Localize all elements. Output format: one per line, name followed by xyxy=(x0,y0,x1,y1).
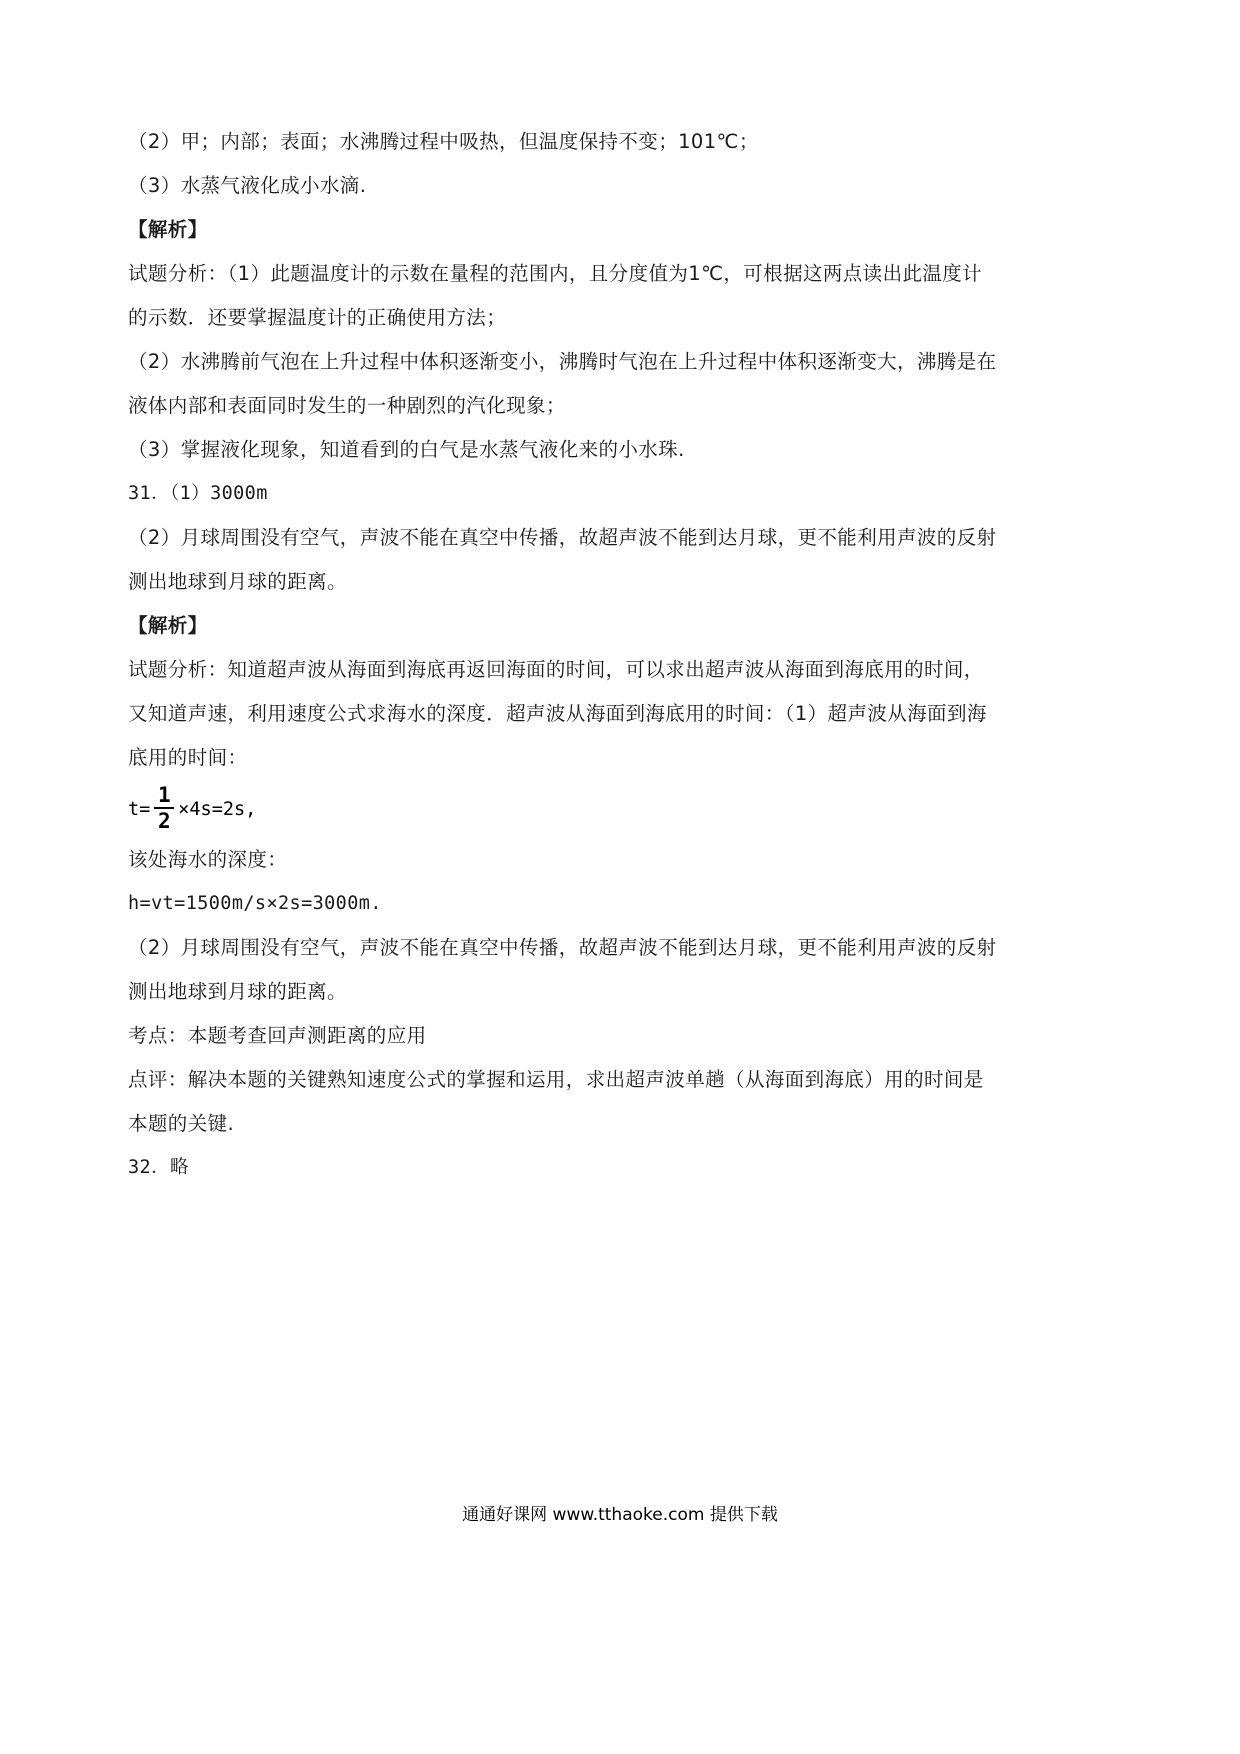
analysis-text-1: 试题分析：（1）此题温度计的示数在量程的范围内，且分度值为1℃，可根据这两点读出此温度计 xyxy=(128,262,983,285)
question-31-answer-2a: （2）月球周围没有空气，声波不能在真空中传播，故超声波不能到达月球，更不能利用声波的反射 xyxy=(128,526,997,549)
page-footer xyxy=(0,1500,1240,1525)
formula-suffix: ×4s=2s, xyxy=(178,799,257,820)
formula-depth: h=vt=1500m/s×2s=3000m. xyxy=(128,893,382,914)
analysis-text-5: （3）掌握液化现象，知道看到的白气是水蒸气液化来的小水珠. xyxy=(128,438,685,461)
formula-time xyxy=(128,783,1112,834)
formula-prefix: t= xyxy=(128,799,151,820)
analysis-31-text-1: 试题分析：知道超声波从海面到海底再返回海面的时间，可以求出超声波从海面到海底用的时间， xyxy=(128,658,984,681)
answer-line-3: （3）水蒸气液化成小水滴. xyxy=(128,174,367,197)
question-31-answer-1: 31．（1）3000m xyxy=(128,483,268,504)
fraction-numerator: 1 xyxy=(157,783,171,807)
analysis-heading-1: 【解析】 xyxy=(128,218,208,241)
answer-line-2: （2）甲；内部；表面；水沸腾过程中吸热，但温度保持不变；101℃； xyxy=(128,130,759,153)
document-body xyxy=(128,120,1112,1190)
analysis-31-text-3: 底用的时间： xyxy=(128,746,248,769)
comment-text-1: 点评：解决本题的关键熟知速度公式的掌握和运用，求出超声波单趟（从海面到海底）用的时间是 xyxy=(128,1068,984,1091)
question-31-answer-2b: 测出地球到月球的距离。 xyxy=(128,570,347,593)
footer-text: 通通好课网 www.tthaoke.com 提供下载 xyxy=(462,1505,778,1525)
fraction-denominator: 2 xyxy=(157,809,171,833)
analysis-text-2: 的示数．还要掌握温度计的正确使用方法； xyxy=(128,306,507,329)
analysis-31-text-2: 又知道声速，利用速度公式求海水的深度．超声波从海面到海底用的时间：（1）超声波从海面到海 xyxy=(128,702,987,725)
analysis-text-3: （2）水沸腾前气泡在上升过程中体积逐渐变小，沸腾时气泡在上升过程中体积逐渐变大，沸腾是在 xyxy=(128,350,997,373)
analysis-31-text-4: 该处海水的深度： xyxy=(128,848,288,871)
question-32-answer: 32．略 xyxy=(128,1157,189,1178)
analysis-31-text-6: 测出地球到月球的距离。 xyxy=(128,980,347,1003)
analysis-heading-2: 【解析】 xyxy=(128,614,208,637)
analysis-31-text-5: （2）月球周围没有空气，声波不能在真空中传播，故超声波不能到达月球，更不能利用声波的反射 xyxy=(128,936,997,959)
analysis-text-4: 液体内部和表面同时发生的一种剧烈的汽化现象； xyxy=(128,394,566,417)
exam-point-text: 考点：本题考查回声测距离的应用 xyxy=(128,1024,427,1047)
fraction-one-half xyxy=(154,784,174,832)
comment-text-2: 本题的关键. xyxy=(128,1112,235,1135)
